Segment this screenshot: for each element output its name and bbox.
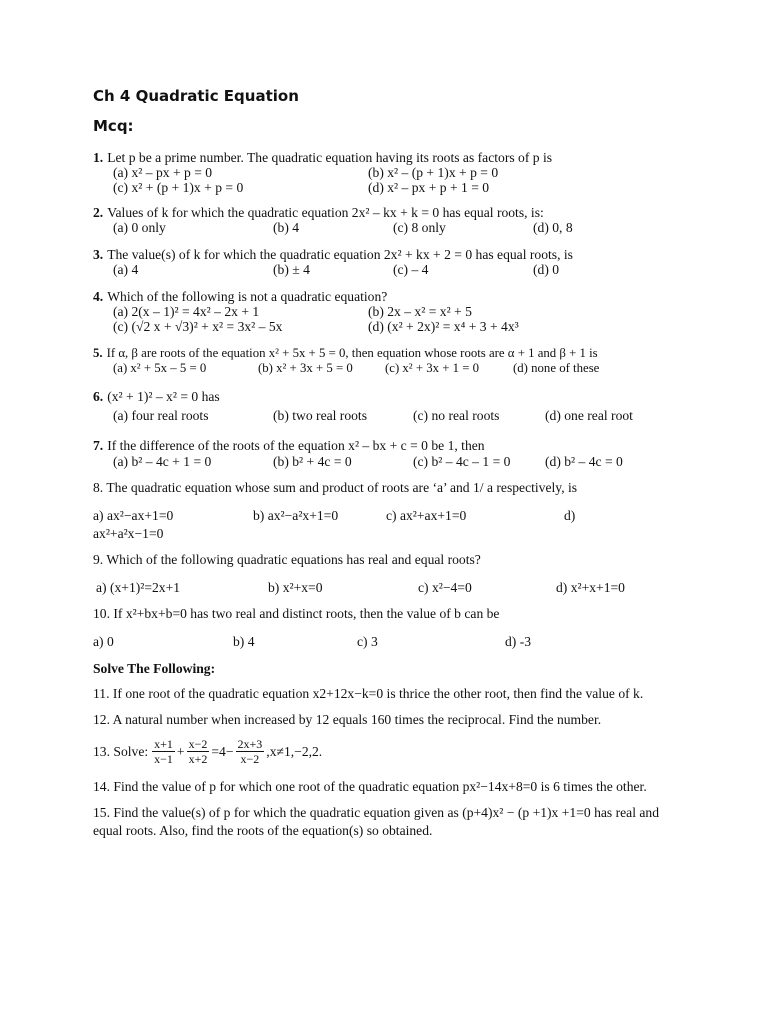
option-d: (d) none of these [513,361,600,375]
option-c: (c) x² + 3x + 1 = 0 [385,361,480,375]
option-a: (a) x² – px + p = 0 [113,165,213,180]
fraction-numerator: 2x+3 [237,737,263,751]
question-text: 8. The quadratic equation whose sum and product of roots are ‘a’ and 1/ a respectively, is [93,480,578,495]
option-a: (a) 0 only [113,220,166,235]
question-12: 12. A natural number when increased by 12 equals 160 times the reciprocal. Find the number. [93,712,602,727]
option-a: (a) 4 [113,262,139,277]
option-a: a) 0 [93,634,114,649]
fraction-3 [236,737,265,766]
option-b: (b) two real roots [273,408,367,423]
question-15: 15. Find the value(s) of p for which the quadratic equation given as (p+4)x² − (p +1)x +1=0 has real and equal roots. Also, find the roots of the equation(s) so obtained. [93,805,659,838]
question-number: 4. [93,289,104,304]
question-number: 6. [93,389,104,404]
option-c: (c) no real roots [413,408,500,423]
mcq-question-3 [93,247,683,277]
option-b: (b) b² + 4c = 0 [273,454,352,469]
fraction-denominator: x+2 [188,752,208,766]
question-text: The value(s) of k for which the quadratic equation 2x² + kx + 2 = 0 has equal roots, is [107,247,573,262]
option-c: c) x²−4=0 [418,580,472,595]
option-d: (d) (x² + 2x)² = x⁴ + 3 + 4x³ [368,319,519,334]
mcq-question-4 [93,289,683,334]
option-b: b) x²+x=0 [268,580,323,595]
fraction-numerator: x+1 [154,737,173,751]
question-8 [93,479,683,543]
option-d: d) [564,508,576,523]
question-13 [93,737,683,766]
question-label: 13. Solve: [93,743,149,759]
equals-part: =4− [211,743,234,759]
question-text: If α, β are roots of the equation x² + 5x + 5 = 0, then equation whose roots are α + 1 and β + 1 is [106,346,598,360]
option-d: (d) one real root [545,408,633,423]
question-text: Let p be a prime number. The quadratic equation having its roots as factors of p is [107,150,553,165]
condition-text: ,x≠1,−2,2. [266,743,323,759]
option-b: (b) x² + 3x + 5 = 0 [258,361,353,375]
question-text: (x² + 1)² – x² = 0 has [107,389,220,404]
question-number: 5. [93,346,103,360]
option-c: c) 3 [357,634,378,649]
option-a: (a) 2(x – 1)² = 4x² – 2x + 1 [113,304,260,319]
option-c: (c) (√2 x + √3)² + x² = 3x² – 5x [113,319,283,334]
question-11: 11. If one root of the quadratic equation x2+12x−k=0 is thrice the other root, then find the value of k. [93,686,644,701]
option-b: (b) x² – (p + 1)x + p = 0 [368,165,499,180]
fraction-denominator: x−1 [154,752,173,766]
document-body [93,86,683,840]
mcq-question-5 [93,346,683,376]
option-b: b) ax²−a²x+1=0 [253,508,339,523]
option-b: (b) 4 [273,220,300,235]
option-d: d) x²+x+1=0 [556,580,625,595]
mcq-question-7 [93,438,683,471]
option-a: a) ax²−ax+1=0 [93,508,174,523]
option-c: (c) x² + (p + 1)x + p = 0 [113,180,244,195]
option-c: (c) 8 only [393,220,446,235]
fraction-denominator: x−2 [240,752,260,766]
solve-heading: Solve The Following: [93,661,216,676]
question-text: Which of the following is not a quadratic equation? [107,289,388,304]
option-b: (b) ± 4 [273,262,310,277]
question-text: 9. Which of the following quadratic equations has real and equal roots? [93,552,481,567]
option-d-continued: ax²+a²x−1=0 [93,526,164,541]
option-d: (d) 0 [533,262,560,277]
question-text: If the difference of the roots of the equation x² – bx + c = 0 be 1, then [107,438,485,453]
question-text: Values of k for which the quadratic equation 2x² – kx + k = 0 has equal roots, is: [107,205,544,220]
option-b: (b) 2x – x² = x² + 5 [368,304,472,319]
option-a: (a) x² + 5x – 5 = 0 [113,361,207,375]
option-d: (d) b² – 4c = 0 [545,454,623,469]
option-a: a) (x+1)²=2x+1 [96,580,181,595]
question-number: 7. [93,438,104,453]
fraction-numerator: x−2 [188,737,208,751]
question-number: 1. [93,150,104,165]
fraction-1 [152,737,175,766]
question-9 [93,551,683,597]
mcq-heading: Mcq: [93,117,134,135]
option-a: (a) four real roots [113,408,209,423]
option-c: (c) b² – 4c – 1 = 0 [413,454,511,469]
option-d: d) -3 [505,634,532,649]
option-d: (d) x² – px + p + 1 = 0 [368,180,490,195]
option-b: b) 4 [233,634,255,649]
plus-sign: + [176,743,185,759]
question-text: 10. If x²+bx+b=0 has two real and distinct roots, then the value of b can be [93,606,500,621]
question-number: 2. [93,205,104,220]
mcq-question-1 [93,150,683,195]
question-14: 14. Find the value of p for which one root of the quadratic equation px²−14x+8=0 is 6 times the other. [93,779,647,794]
option-d: (d) 0, 8 [533,220,573,235]
question-number: 3. [93,247,104,262]
mcq-question-6 [93,388,683,426]
option-c: c) ax²+ax+1=0 [386,508,467,523]
option-c: (c) – 4 [393,262,429,277]
mcq-question-2 [93,205,683,235]
fraction-2 [187,737,210,766]
chapter-title: Ch 4 Quadratic Equation [93,87,299,105]
question-10 [93,605,683,651]
option-a: (a) b² – 4c + 1 = 0 [113,454,212,469]
